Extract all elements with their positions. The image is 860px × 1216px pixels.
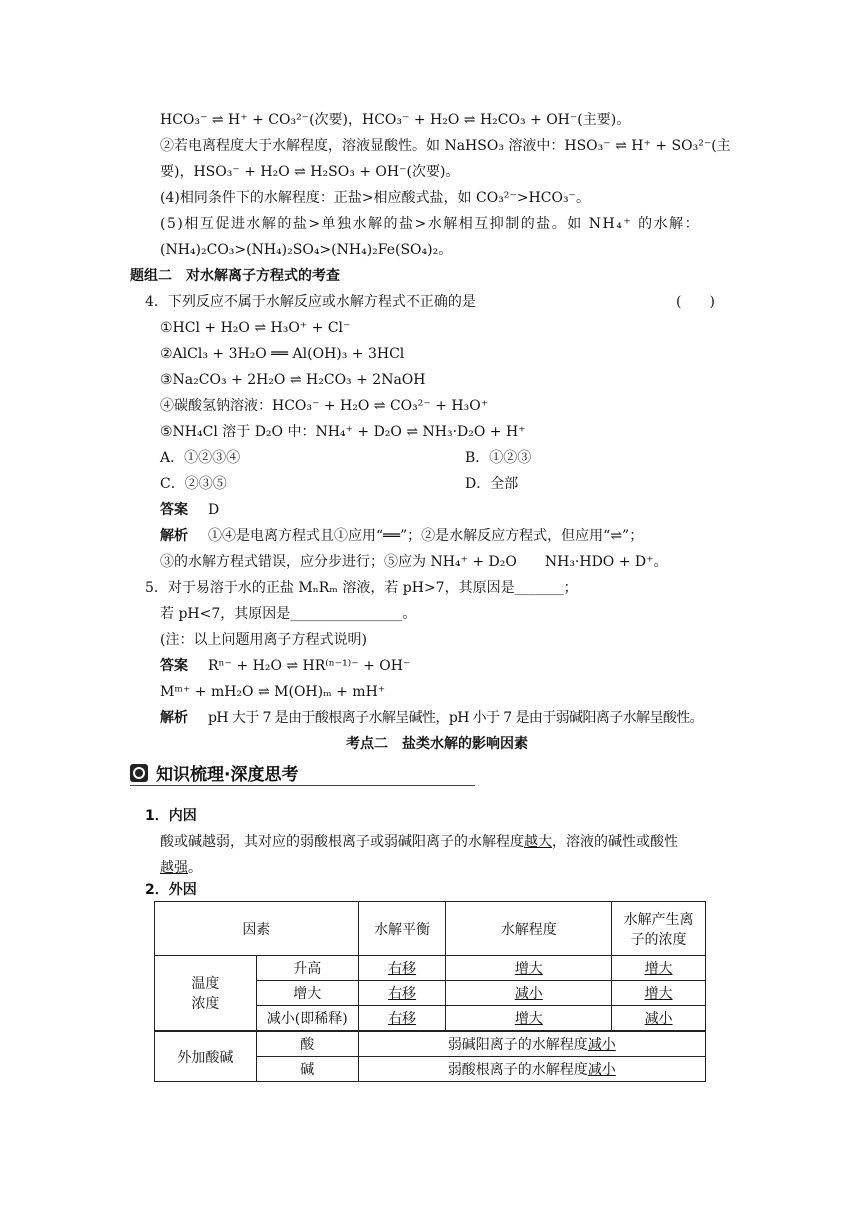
subheading-internal: 1．内因: [145, 808, 197, 824]
table-cell: [358, 1057, 705, 1082]
cell-value: 增大: [514, 1011, 543, 1027]
equation: ④碳酸氢钠溶液：HCO₃⁻ + H₂O ⇌ CO₃²⁻ + H₃O⁺: [160, 398, 489, 414]
underlined-answer: 越强: [160, 860, 188, 876]
explanation-label: 解析: [160, 710, 188, 726]
answer-value: D: [208, 502, 220, 518]
section-title: 知识梳理·深度思考: [156, 765, 299, 785]
text-line: HCO₃⁻ ⇌ H⁺ + CO₃²⁻(次要)，HCO₃⁻ + H₂O ⇌ H₂CO₃ + OH⁻(主要)。: [160, 112, 631, 128]
text: 酸或碱越弱，其对应的弱酸根离子或弱碱阳离子的水解程度: [160, 834, 524, 850]
table-cell: [612, 981, 706, 1006]
text-line: (5)相互促进水解的盐>单独水解的盐>水解相互抑制的盐。如 NH₄⁺ 的水解：: [160, 216, 701, 232]
option-d: D．全部: [465, 476, 519, 492]
table-cell: 碱: [256, 1057, 358, 1082]
equation: ③Na₂CO₃ + 2H₂O ⇌ H₂CO₃ + 2NaOH: [160, 372, 426, 388]
question-5-line: 若 pH<7，其原因是________________。: [160, 606, 417, 622]
cell-value: 增大: [514, 961, 543, 977]
table-header: 水解平衡: [358, 902, 446, 956]
group-label: 浓度: [191, 996, 220, 1012]
table-group-cell: 外加酸碱: [155, 1031, 257, 1082]
cell-value: 增大: [644, 986, 673, 1002]
text-line: (NH₄)₂CO₃>(NH₄)₂SO₄>(NH₄)₂Fe(SO₄)₂。: [160, 242, 453, 258]
paragraph: [160, 858, 202, 878]
table-row: [155, 1031, 706, 1057]
table-header: [612, 902, 706, 956]
table-cell: [358, 981, 446, 1006]
option-a: A．①②③④: [160, 450, 241, 466]
answer-blank: ( ): [676, 294, 715, 310]
answer-equation: Rⁿ⁻ + H₂O ⇌ HR⁽ⁿ⁻¹⁾⁻ + OH⁻: [208, 658, 411, 674]
text-line: 要)，HSO₃⁻ + H₂O ⇌ H₂SO₃ + OH⁻(次要)。: [160, 164, 460, 180]
text: ，溶液的碱性或酸性: [552, 834, 678, 850]
table-header: 水解程度: [446, 902, 612, 956]
cell-value: 减小: [587, 1062, 616, 1078]
topic-heading: 考点二 盐类水解的影响因素: [346, 736, 528, 752]
equation: ①HCl + H₂O ⇌ H₃O⁺ + Cl⁻: [160, 320, 351, 336]
table-cell: [446, 1006, 612, 1032]
paragraph: [160, 832, 678, 852]
table-cell: [446, 981, 612, 1006]
text: 。: [188, 860, 202, 876]
factors-table: [154, 901, 706, 1082]
explanation-text: ①④是电离方程式且①应用“══”；②是水解反应方程式，但应用“⇌”；: [208, 528, 644, 544]
text-line: ②若电离程度大于水解程度，溶液显酸性。如 NaHSO₃ 溶液中：HSO₃⁻ ⇌ H⁺ + SO₃²⁻(主: [160, 138, 731, 154]
cell-text: 弱碱阳离子的水解程度: [447, 1037, 588, 1053]
equation: ②AlCl₃ + 3H₂O ══ Al(OH)₃ + 3HCl: [160, 346, 405, 362]
option-c: C．②③⑤: [160, 476, 227, 492]
cell-value: 增大: [644, 961, 673, 977]
question-5: 5．对于易溶于水的正盐 MₙRₘ 溶液，若 pH>7，其原因是_______；: [145, 580, 578, 596]
explanation-label: 解析: [160, 528, 188, 544]
table-cell: [358, 1006, 446, 1032]
header-line: 水解产生离: [623, 911, 694, 928]
explanation-text: pH 大于 7 是由于酸根离子水解呈碱性，pH 小于 7 是由于弱碱阳离子水解呈酸性。: [208, 710, 704, 726]
table-cell: 减小(即稀释): [256, 1006, 358, 1032]
cell-value: 减小: [514, 986, 543, 1002]
table-cell: 增大: [256, 981, 358, 1006]
cell-text: 弱酸根离子的水解程度: [447, 1062, 588, 1078]
cell-value: 右移: [388, 986, 417, 1002]
cell-value: 右移: [388, 1011, 417, 1027]
note: (注：以上问题用离子方程式说明): [160, 632, 367, 648]
group-label: 温度: [191, 976, 220, 992]
table-cell: [612, 1006, 706, 1032]
question-4: 4．下列反应不属于水解反应或水解方程式不正确的是: [145, 294, 476, 310]
option-b: B．①②③: [465, 450, 532, 466]
table-header: 因素: [155, 902, 359, 956]
answer-label: 答案: [160, 502, 188, 518]
explanation-text: ③的水解方程式错误，应分步进行；⑤应为 NH₄⁺ + D₂O NH₃·HDO + D⁺。: [160, 554, 668, 570]
answer-equation: Mᵐ⁺ + mH₂O ⇌ M(OH)ₘ + mH⁺: [160, 684, 386, 700]
table-cell: 酸: [256, 1031, 358, 1057]
clock-icon: [130, 764, 148, 782]
table-cell: [612, 956, 706, 981]
table-row: [155, 956, 706, 981]
table-cell: 升高: [256, 956, 358, 981]
text-line: (4)相同条件下的水解程度：正盐>相应酸式盐，如 CO₃²⁻>HCO₃⁻。: [160, 190, 590, 206]
answer-label: 答案: [160, 658, 188, 674]
underlined-answer: 越大: [524, 834, 552, 850]
table-cell: [358, 1031, 705, 1057]
table-cell: [446, 956, 612, 981]
section-divider: [130, 785, 475, 786]
cell-value: 右移: [388, 961, 417, 977]
cell-value: 减小: [587, 1037, 616, 1053]
equation: ⑤NH₄Cl 溶于 D₂O 中：NH₄⁺ + D₂O ⇌ NH₃·D₂O + H⁺: [160, 424, 526, 440]
section-header: [130, 760, 298, 785]
cell-value: 减小: [644, 1011, 673, 1027]
subheading-external: 2．外因: [145, 882, 197, 898]
group-heading: 题组二 对水解离子方程式的考查: [130, 268, 340, 284]
table-group-cell: [155, 956, 257, 1032]
header-line: 子的浓度: [630, 931, 687, 948]
table-cell: [358, 956, 446, 981]
table-row: [155, 902, 706, 956]
